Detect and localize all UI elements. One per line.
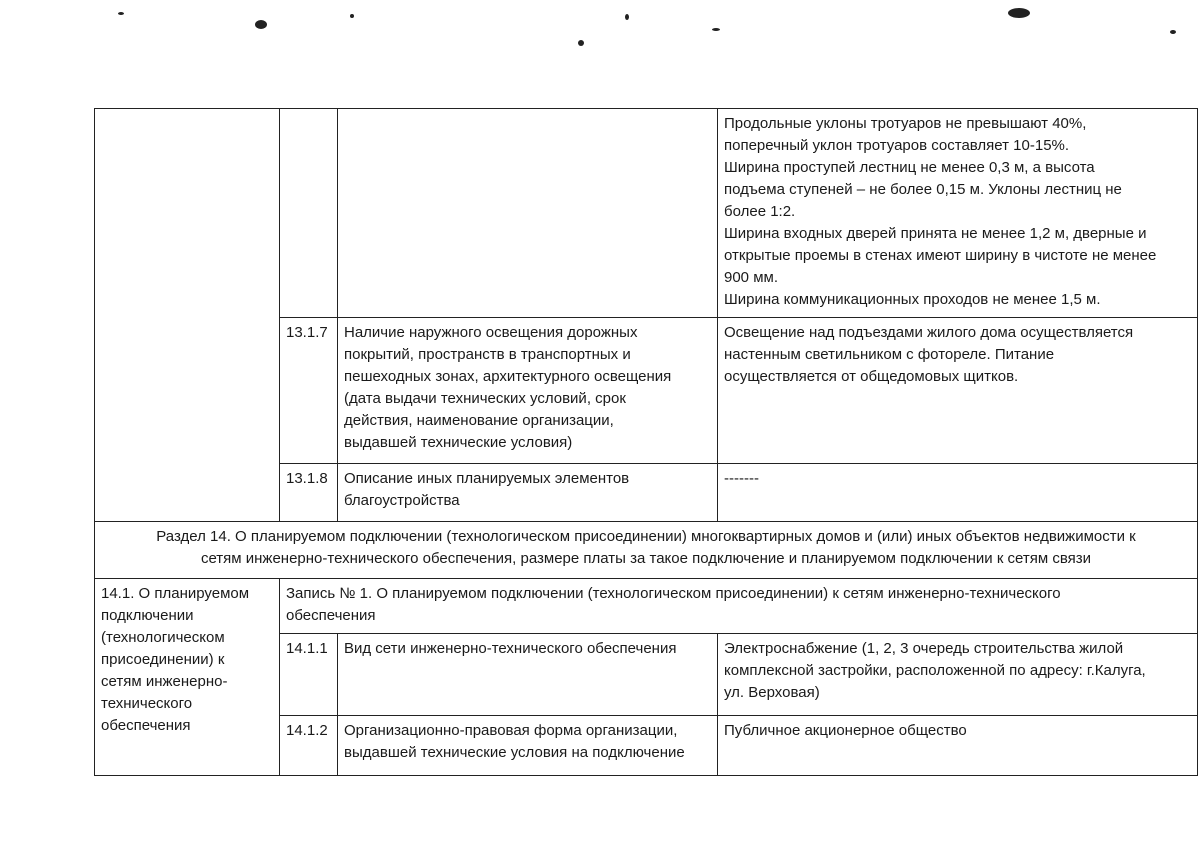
record-1-title: Запись № 1. О планируемом подключении (технологическом присоединении) к сетям инженерно-технического обеспечения (280, 579, 1198, 634)
table-row (95, 579, 1198, 634)
item-label-13-1-7: Наличие наружного освещения дорожных покрытий, пространств в транспортных и пешеходных зонах, архитектурного освещения (дата выдачи технических условий, срок действия, наименование организации, выдавшей технические условия) (338, 318, 718, 464)
item-number-14-1-1: 14.1.1 (280, 634, 338, 716)
scan-speck (578, 40, 584, 46)
requirements-text: Продольные уклоны тротуаров не превышают 40%, поперечный уклон тротуаров составляет 10-15%. Ширина проступей лестниц не менее 0,3 м, а высота подъема ступеней – не более 0,15 м. Уклоны лестниц не более 1:2. Ширина входных дверей принята не менее 1,2 м, дверные и открытые проемы в стенах имеют ширину в чистоте не менее 900 мм. Ширина коммуникационных проходов не менее 1,5 м. (718, 109, 1198, 318)
item-value-13-1-8: ------- (718, 464, 1198, 522)
item-label-14-1-1: Вид сети инженерно-технического обеспечения (338, 634, 718, 716)
scan-speck (350, 14, 354, 18)
item-number-13-1-7: 13.1.7 (280, 318, 338, 464)
scan-speck (118, 12, 124, 15)
subsection-14-1-label: 14.1. О планируемом подключении (технологическом присоединении) к сетям инженерно- технического обеспечения (95, 579, 280, 776)
table-row (95, 522, 1198, 579)
empty-label-cell (338, 109, 718, 318)
scan-speck (1170, 30, 1176, 34)
scan-speck (1008, 8, 1030, 18)
item-number-13-1-8: 13.1.8 (280, 464, 338, 522)
section-14-title: Раздел 14. О планируемом подключении (технологическом присоединении) многоквартирных домов и (или) иных объектов недвижимости к сетям инженерно-технического обеспечения, размере платы за такое подключение и планируемом подключении к сетям связи (95, 522, 1198, 579)
scan-speck (712, 28, 720, 31)
item-value-14-1-2: Публичное акционерное общество (718, 716, 1198, 776)
table-row (95, 109, 1198, 318)
empty-section-cell (95, 109, 280, 522)
document-table (94, 108, 1198, 776)
item-label-13-1-8: Описание иных планируемых элементов благоустройства (338, 464, 718, 522)
scan-speck (255, 20, 267, 29)
item-value-14-1-1: Электроснабжение (1, 2, 3 очередь строительства жилой комплексной застройки, расположенной по адресу: г.Калуга, ул. Верховая) (718, 634, 1198, 716)
empty-number-cell (280, 109, 338, 318)
item-value-13-1-7: Освещение над подъездами жилого дома осуществляется настенным светильником с фотореле. Питание осуществляется от общедомовых щитков. (718, 318, 1198, 464)
scan-speck (625, 14, 629, 20)
item-number-14-1-2: 14.1.2 (280, 716, 338, 776)
item-label-14-1-2: Организационно-правовая форма организации, выдавшей технические условия на подключение (338, 716, 718, 776)
